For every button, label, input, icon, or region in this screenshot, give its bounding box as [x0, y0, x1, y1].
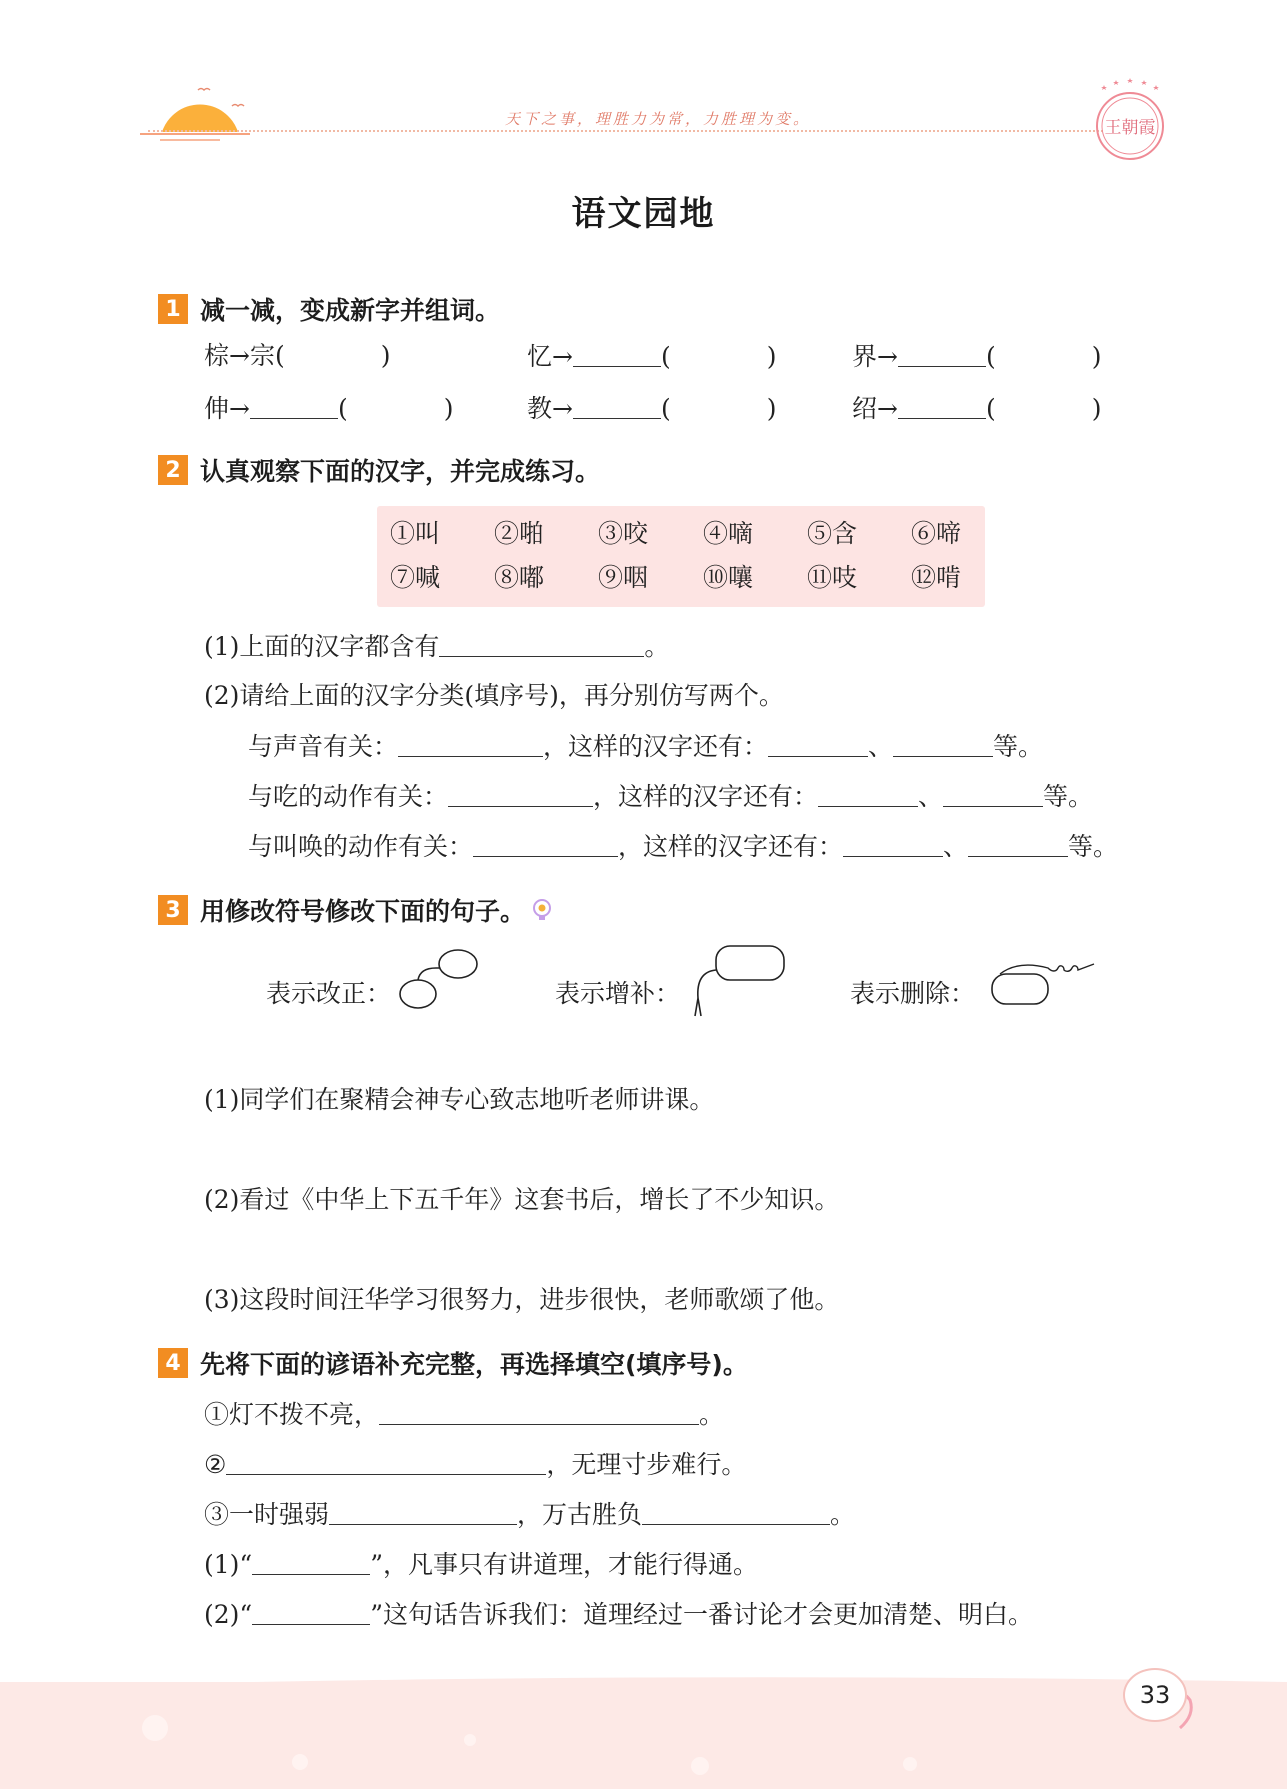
grid-char: ⑤含 [807, 519, 858, 548]
sunset-logo-icon [140, 76, 250, 146]
answer-blank[interactable] [768, 728, 868, 757]
answer-blank[interactable] [329, 1496, 517, 1525]
grid-char: ⑪吱 [807, 563, 858, 592]
sentence-3: (3)这段时间汪华学习很努力，进步很快，老师歌颂了他。 [204, 1285, 840, 1314]
section-4-header [158, 1346, 748, 1380]
section-number: 1 [158, 294, 188, 324]
answer-blank[interactable] [398, 728, 543, 757]
section-2-header [158, 453, 600, 487]
grid-char: ③咬 [598, 519, 649, 548]
section-title: 认真观察下面的汉字，并完成练习。 [200, 457, 601, 486]
symbol-label-delete: 表示删除： [850, 979, 976, 1008]
deletion-mark-icon [988, 960, 1098, 1016]
grid-char: ⑩嚷 [703, 563, 754, 592]
symbol-label-insert: 表示增补： [555, 979, 681, 1008]
footer-decoration-icon [0, 1670, 1287, 1789]
seal-logo-icon [1090, 78, 1170, 168]
grid-char: ⑨咽 [598, 563, 649, 592]
fill-in-2: (2)“ ”这句话告诉我们：道理经过一番讨论才会更加清楚、明白。 [204, 1596, 1033, 1633]
classify-line: 与吃的动作有关： ，这样的汉字还有： 、 等。 [248, 778, 1093, 815]
answer-blank[interactable] [843, 828, 943, 857]
answer-blank[interactable] [898, 390, 986, 419]
proverb-3: ③一时强弱 ，万古胜负 。 [204, 1496, 855, 1533]
section-number: 3 [158, 895, 188, 925]
symbol-label-correct: 表示改正： [266, 979, 392, 1008]
lightbulb-hint-icon [531, 898, 553, 922]
page-number: 33 [1123, 1668, 1187, 1722]
header-divider [148, 130, 1103, 132]
answer-blank[interactable] [573, 390, 661, 419]
section-title: 先将下面的谚语补充完整，再选择填空(填序号)。 [200, 1350, 748, 1379]
section-title: 减一减，变成新字并组词。 [200, 296, 501, 325]
classify-line: 与声音有关： ，这样的汉字还有： 、 等。 [248, 728, 1043, 765]
answer-blank[interactable] [642, 1496, 830, 1525]
answer-blank[interactable] [250, 390, 338, 419]
answer-blank[interactable] [473, 828, 618, 857]
answer-blank[interactable] [898, 338, 986, 367]
section-number: 2 [158, 455, 188, 485]
grid-char: ②啪 [494, 519, 545, 548]
fill-in-1: (1)“ ”，凡事只有讲道理，才能行得通。 [204, 1546, 758, 1583]
exercise-item: 忆→ ( ) [527, 338, 776, 375]
answer-blank[interactable] [818, 778, 918, 807]
answer-blank[interactable] [943, 778, 1043, 807]
answer-blank[interactable] [573, 338, 661, 367]
exercise-item: 界→ ( ) [852, 338, 1101, 375]
answer-blank[interactable] [226, 1446, 546, 1475]
sentence-1: (1)同学们在聚精会神专心致志地听老师讲课。 [204, 1085, 715, 1114]
question-line: (2)请给上面的汉字分类(填序号)，再分别仿写两个。 [204, 681, 784, 710]
page-title: 语文园地 [571, 194, 716, 234]
exercise-item: 棕→宗( ) [204, 341, 391, 370]
question-line: (1)上面的汉字都含有 。 [204, 628, 669, 665]
exercise-item: 教→ ( ) [527, 390, 776, 427]
insertion-mark-icon [686, 940, 790, 1020]
section-number: 4 [158, 1348, 188, 1378]
grid-char: ⑦喊 [390, 563, 441, 592]
classify-line: 与叫唤的动作有关： ，这样的汉字还有： 、 等。 [248, 828, 1118, 865]
section-3-header [158, 893, 553, 927]
grid-char: ①叫 [390, 519, 441, 548]
exercise-item: 伸→ ( ) [204, 390, 453, 427]
grid-char: ⑫啃 [911, 563, 962, 592]
answer-blank[interactable] [968, 828, 1068, 857]
exercise-item: 绍→ ( ) [852, 390, 1101, 427]
svg-text:王朝霞: 王朝霞 [1104, 118, 1156, 138]
answer-blank[interactable] [893, 728, 993, 757]
grid-char: ⑥啼 [911, 519, 962, 548]
sentence-2: (2)看过《中华上下五千年》这套书后，增长了不少知识。 [204, 1185, 840, 1214]
header-motto: 天下之事，理胜力为常，力胜理为变。 [505, 110, 812, 128]
answer-blank[interactable] [252, 1596, 370, 1625]
proverb-1: ①灯不拨不亮， 。 [204, 1396, 724, 1433]
proverb-2: ② ，无理寸步难行。 [204, 1446, 746, 1483]
correction-mark-icon [398, 944, 482, 1014]
answer-blank[interactable] [439, 628, 644, 657]
section-1-header [158, 292, 500, 326]
answer-blank[interactable] [379, 1396, 699, 1425]
character-grid [377, 506, 985, 607]
grid-char: ④嘀 [703, 519, 754, 548]
section-title: 用修改符号修改下面的句子。 [200, 897, 526, 926]
grid-char: ⑧嘟 [494, 563, 545, 592]
answer-blank[interactable] [252, 1546, 370, 1575]
answer-blank[interactable] [448, 778, 593, 807]
